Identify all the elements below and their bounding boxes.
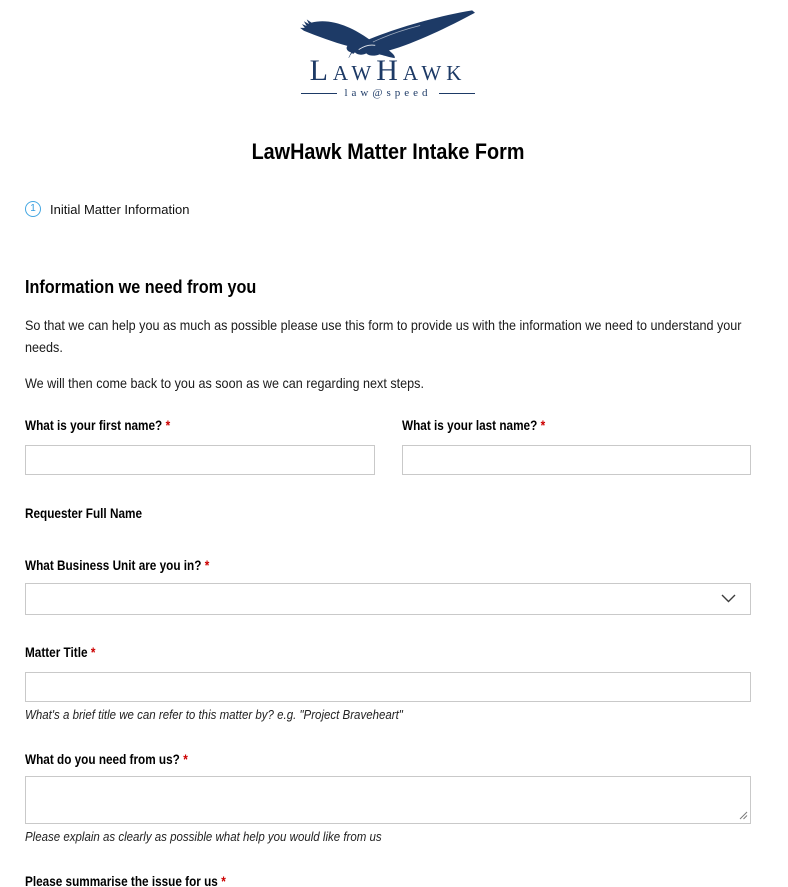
section-heading: Information we need from you [25, 277, 257, 297]
eagle-hawk-icon [293, 8, 483, 60]
lawhawk-wordmark: LawHawk [309, 54, 467, 87]
first-name-label: What is your first name? * [25, 417, 171, 433]
matter-title-field-group [25, 645, 751, 722]
requester-full-name-group [25, 506, 751, 521]
required-asterisk: * [204, 557, 210, 573]
first-name-input[interactable] [25, 445, 375, 475]
last-name-input[interactable] [402, 445, 752, 475]
lawhawk-logo [25, 0, 751, 99]
need-from-us-help-text: Please explain as clearly as possible what help you would like from us [25, 830, 382, 844]
tagline-rule-right [439, 93, 475, 94]
requester-full-name-label: Requester Full Name [25, 505, 142, 521]
required-asterisk: * [540, 417, 545, 433]
first-name-field-group [25, 418, 375, 475]
need-from-us-field-group [25, 752, 751, 844]
business-unit-label: What Business Unit are you in? * [25, 557, 210, 573]
resize-handle-icon[interactable] [739, 811, 748, 820]
business-unit-select[interactable] [25, 583, 751, 615]
need-from-us-textarea[interactable] [25, 776, 751, 824]
business-unit-field-group [25, 558, 751, 615]
intro-paragraph-1: So that we can help you as much as possible please use this form to provide us with the information we need to understand your needs. [25, 317, 742, 355]
required-asterisk: * [221, 873, 226, 887]
intro-paragraph-2: We will then come back to you as soon as we can regarding next steps. [25, 375, 424, 391]
required-asterisk: * [183, 751, 188, 767]
tagline-rule-left [301, 93, 337, 94]
name-fields-row [25, 418, 751, 475]
summarise-issue-field-group [25, 874, 751, 887]
matter-title-help-text: What's a brief title we can refer to this matter by? e.g. "Project Braveheart" [25, 708, 403, 722]
lawhawk-tagline: law@speed [344, 87, 432, 99]
lawhawk-tagline-row [301, 87, 474, 99]
step-number-badge: 1 [25, 201, 41, 217]
summarise-issue-label: Please summarise the issue for us * [25, 873, 226, 887]
matter-title-input[interactable] [25, 672, 751, 702]
step-label: Initial Matter Information [50, 201, 190, 217]
last-name-label: What is your last name? * [401, 417, 545, 433]
required-asterisk: * [165, 417, 171, 433]
chevron-down-icon [721, 593, 736, 604]
last-name-field-group [402, 418, 752, 475]
page-title: LawHawk Matter Intake Form [251, 139, 525, 164]
need-from-us-label: What do you need from us? * [25, 751, 188, 767]
required-asterisk: * [90, 644, 96, 660]
matter-title-label: Matter Title * [25, 644, 96, 660]
step-indicator[interactable] [25, 201, 751, 217]
